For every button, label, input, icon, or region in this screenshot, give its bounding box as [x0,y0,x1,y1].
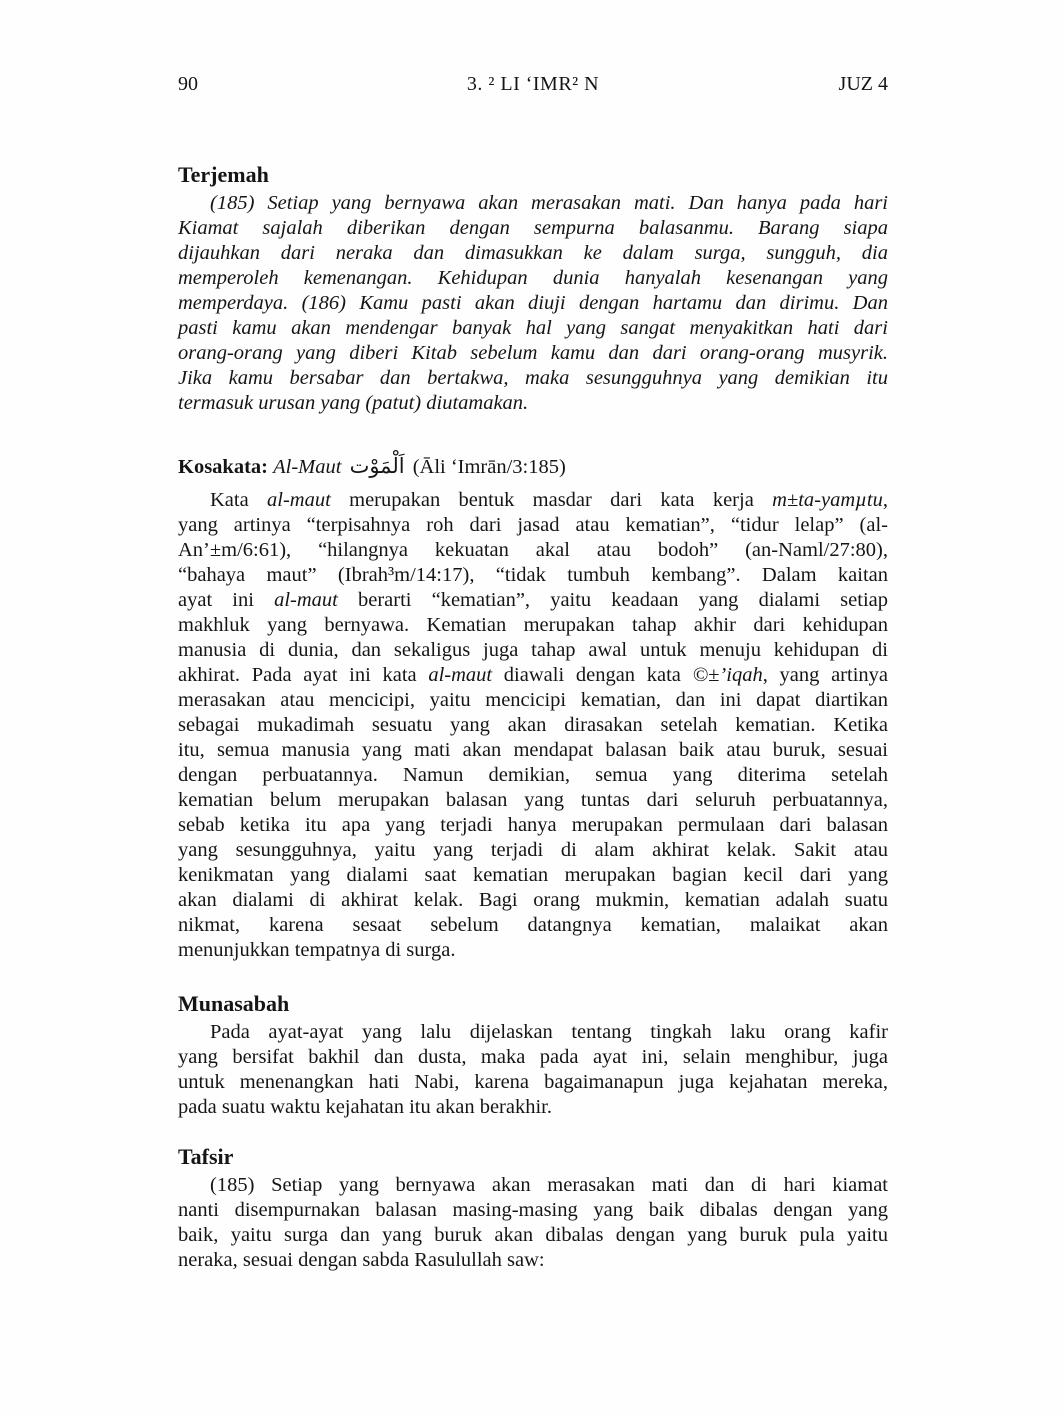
kosakata-paragraph [178,488,888,963]
section-kosakata [178,454,888,963]
text-line: dijauhkan dari neraka dan dimasukkan ke dalam surga, sungguh, dia [178,242,888,264]
section-terjemah [178,162,888,416]
text-line: (185) Setiap yang bernyawa akan merasakan mati. Dan hanya pada hari [210,192,888,214]
text-line: akan dialami di akhirat kelak. Bagi orang mukmin, kematian adalah suatu [178,889,888,911]
text-line: itu, semua manusia yang mati akan mendapat balasan baik atau buruk, sesuai [178,739,888,761]
terjemah-paragraph [178,191,888,416]
kosakata-arabic-word: اَلْمَوْت [349,454,405,478]
kosakata-label: Kosakata: [178,456,268,478]
text-line: dengan perbuatannya. Namun demikian, semua yang diterima setelah [178,764,888,786]
text-line: makhluk yang bernyawa. Kematian merupakan tahap akhir dari kehidupan [178,614,888,636]
section-munasabah [178,991,888,1120]
text-line: An’±m/6:61), “hilangnya kekuatan akal atau bodoh” (an-Naml/27:80), [178,539,888,561]
text-line: kenikmatan yang dialami saat kematian merupakan bagian kecil dari yang [178,864,888,886]
text-line: akhirat. Pada ayat ini kata al-maut diawali dengan kata ©±’iqah, yang artinya [178,664,888,686]
text-line: manusia di dunia, dan sekaligus juga tahap awal untuk menuju kehidupan di [178,639,888,661]
text-line: nanti disempurnakan balasan masing-masing yang baik dibalas dengan yang [178,1199,888,1221]
section-tafsir [178,1144,888,1273]
running-header [178,72,888,96]
text-line: sebagai mukadimah sesuatu yang akan dirasakan setelah kematian. Ketika [178,714,888,736]
text-line: “bahaya maut” (Ibrah³m/14:17), “tidak tumbuh kembang”. Dalam kaitan [178,564,888,586]
text-line: yang bersifat bakhil dan dusta, maka pada ayat ini, selain menghibur, juga [178,1046,888,1068]
text-line: pada suatu waktu kejahatan itu akan berakhir. [178,1096,552,1118]
text-line: yang artinya “terpisahnya roh dari jasad atau kematian”, “tidur lelap” (al- [178,514,888,536]
text-line: memperoleh kemenangan. Kehidupan dunia hanyalah kesenangan yang [178,267,888,289]
text-line: ayat ini al-maut berarti “kematian”, yaitu keadaan yang dialami setiap [178,589,888,611]
text-line: memperdaya. (186) Kamu pasti akan diuji dengan hartamu dan dirimu. Dan [178,292,888,314]
text-line: merasakan atau mencicipi, yaitu mencicipi kematian, dan ini dapat diartikan [178,689,888,711]
text-line: untuk menenangkan hati Nabi, karena bagaimanapun juga kejahatan mereka, [178,1071,888,1093]
kosakata-reference: (Āli ‘Imrān/3:185) [412,456,566,478]
munasabah-paragraph [178,1020,888,1120]
kosakata-heading-line [178,454,888,480]
text-line: (185) Setiap yang bernyawa akan merasakan mati dan di hari kiamat [210,1174,888,1196]
text-line: termasuk urusan yang (patut) diutamakan. [178,392,529,414]
text-line: Jika kamu bersabar dan bertakwa, maka sesungguhnya yang demikian itu [178,367,888,389]
text-line: menunjukkan tempatnya di surga. [178,939,456,961]
munasabah-heading: Munasabah [178,991,290,1016]
text-line: orang-orang yang diberi Kitab sebelum kamu dan dari orang-orang musyrik. [178,342,888,364]
text-line: kematian belum merupakan balasan yang tuntas dari seluruh perbuatannya, [178,789,888,811]
text-line: nikmat, karena sesaat sebelum datangnya kematian, malaikat akan [178,914,888,936]
text-line: Pada ayat-ayat yang lalu dijelaskan tentang tingkah laku orang kafir [210,1021,888,1043]
text-line: Kata al-maut merupakan bentuk masdar dari kata kerja m±ta-yamµtu, [210,489,889,511]
page-number: 90 [178,73,198,95]
text-line: pasti kamu akan mendengar banyak hal yang sangat menyakitkan hati dari [178,317,888,339]
text-line: yang sesungguhnya, yaitu yang terjadi di alam akhirat kelak. Sakit atau [178,839,888,861]
tafsir-heading: Tafsir [178,1144,234,1169]
text-line: sebab ketika itu apa yang terjadi hanya merupakan permulaan dari balasan [178,814,888,836]
kosakata-term: Al-Maut [273,456,342,478]
juz-label: JUZ 4 [838,73,888,95]
text-line: neraka, sesuai dengan sabda Rasulullah saw: [178,1249,545,1271]
tafsir-paragraph [178,1173,888,1273]
text-line: baik, yaitu surga dan yang buruk akan dibalas dengan yang buruk pula yaitu [178,1224,888,1246]
page-header-title: 3. ² LI ‘IMR² N [466,73,600,95]
text-line: Kiamat sajalah diberikan dengan sempurna balasanmu. Barang siapa [178,217,888,239]
terjemah-heading: Terjemah [178,162,269,187]
